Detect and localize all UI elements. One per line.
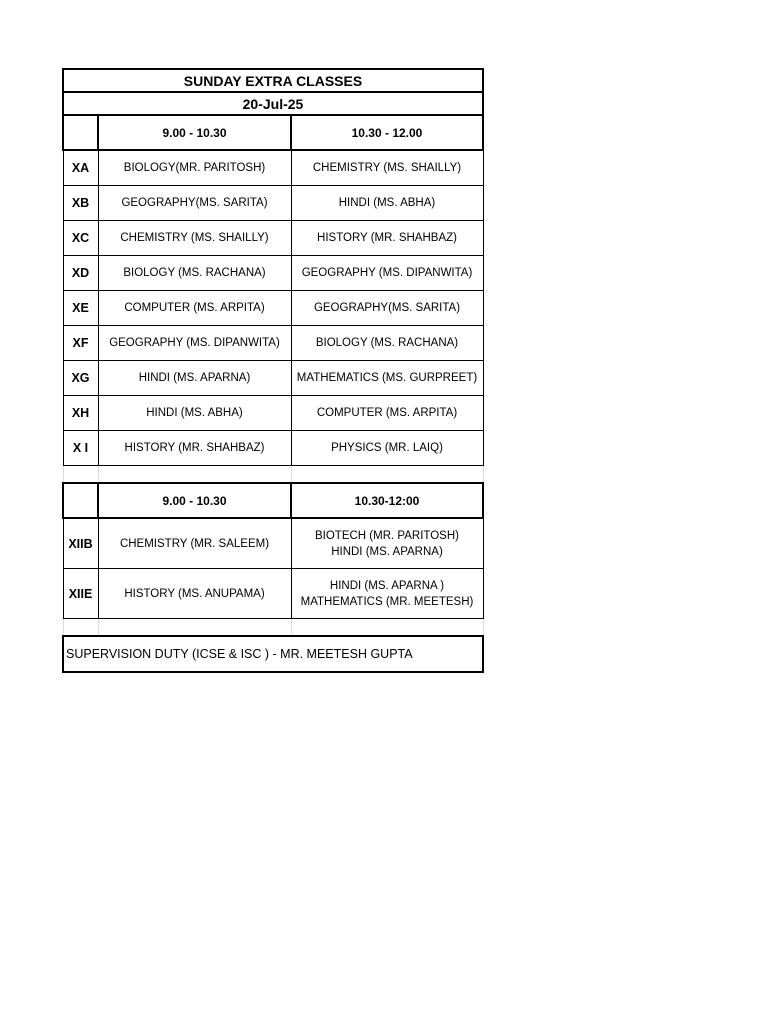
slot-a-header: 9.00 - 10.30 [98,483,291,518]
slot-a-cell: HINDI (MS. ABHA) [98,396,291,431]
slot-b-cell: MATHEMATICS (MS. GURPREET) [291,361,483,396]
class-cell: XF [63,326,98,361]
table-row [63,569,483,619]
header-blank-cell [63,115,98,150]
table-row [63,361,483,396]
class-cell: XC [63,221,98,256]
slot-a-cell: HISTORY (MR. SHAHBAZ) [98,431,291,466]
class-cell: XG [63,361,98,396]
slot-b-cell [291,518,483,569]
slot-a-cell: CHEMISTRY (MR. SALEEM) [98,518,291,569]
slot-a-cell: BIOLOGY(MR. PARITOSH) [98,150,291,186]
timetable [62,68,484,673]
table-row [63,326,483,361]
spacer-row [63,466,483,484]
slot-b-cell: BIOLOGY (MS. RACHANA) [291,326,483,361]
slot-a-cell: COMPUTER (MS. ARPITA) [98,291,291,326]
slot-a-cell: CHEMISTRY (MS. SHAILLY) [98,221,291,256]
class-cell: XIIB [63,518,98,569]
slot-b-line-2: HINDI (MS. APARNA) [331,545,443,558]
empty-cell [291,619,483,637]
slot-b-line-1: BIOTECH (MR. PARITOSH) [315,529,459,542]
table-row [63,396,483,431]
table-row [63,256,483,291]
slot-a-cell: GEOGRAPHY(MS. SARITA) [98,186,291,221]
class-cell: XD [63,256,98,291]
slot-a-cell: HINDI (MS. APARNA) [98,361,291,396]
sheet-title: SUNDAY EXTRA CLASSES [63,69,483,92]
slot-a-cell: GEOGRAPHY (MS. DIPANWITA) [98,326,291,361]
empty-cell [63,466,98,484]
slot-b-header: 10.30-12:00 [291,483,483,518]
class-cell: XB [63,186,98,221]
header-blank-cell [63,483,98,518]
class-cell: XA [63,150,98,186]
slot-b-header: 10.30 - 12.00 [291,115,483,150]
slot-b-cell: CHEMISTRY (MS. SHAILLY) [291,150,483,186]
sheet-date: 20-Jul-25 [63,92,483,115]
slot-a-cell: BIOLOGY (MS. RACHANA) [98,256,291,291]
empty-cell [98,619,291,637]
table-row [63,518,483,569]
table-row [63,431,483,466]
slot-b-cell: COMPUTER (MS. ARPITA) [291,396,483,431]
section-x-header [63,115,483,150]
slot-b-cell: PHYSICS (MR. LAIQ) [291,431,483,466]
slot-b-cell [291,569,483,619]
class-cell: XE [63,291,98,326]
supervision-row [63,636,483,672]
table-row [63,291,483,326]
slot-b-cell: GEOGRAPHY(MS. SARITA) [291,291,483,326]
table-row [63,186,483,221]
slot-b-line-1: HINDI (MS. APARNA ) [329,579,445,592]
slot-b-cell: GEOGRAPHY (MS. DIPANWITA) [291,256,483,291]
slot-b-line-2: MATHEMATICS (MR. MEETESH) [300,595,474,608]
date-row [63,92,483,115]
empty-cell [98,466,291,484]
slot-a-header: 9.00 - 10.30 [98,115,291,150]
empty-cell [291,466,483,484]
class-cell: XIIE [63,569,98,619]
slot-b-cell: HINDI (MS. ABHA) [291,186,483,221]
table-row [63,150,483,186]
class-cell: XH [63,396,98,431]
slot-a-cell: HISTORY (MS. ANUPAMA) [98,569,291,619]
empty-cell [63,619,98,637]
class-cell: X I [63,431,98,466]
supervision-duty: SUPERVISION DUTY (ICSE & ISC ) - MR. MEETESH GUPTA [63,636,483,672]
table-row [63,221,483,256]
slot-b-cell: HISTORY (MR. SHAHBAZ) [291,221,483,256]
spacer-row [63,619,483,637]
section-xii-header [63,483,483,518]
title-row [63,69,483,92]
